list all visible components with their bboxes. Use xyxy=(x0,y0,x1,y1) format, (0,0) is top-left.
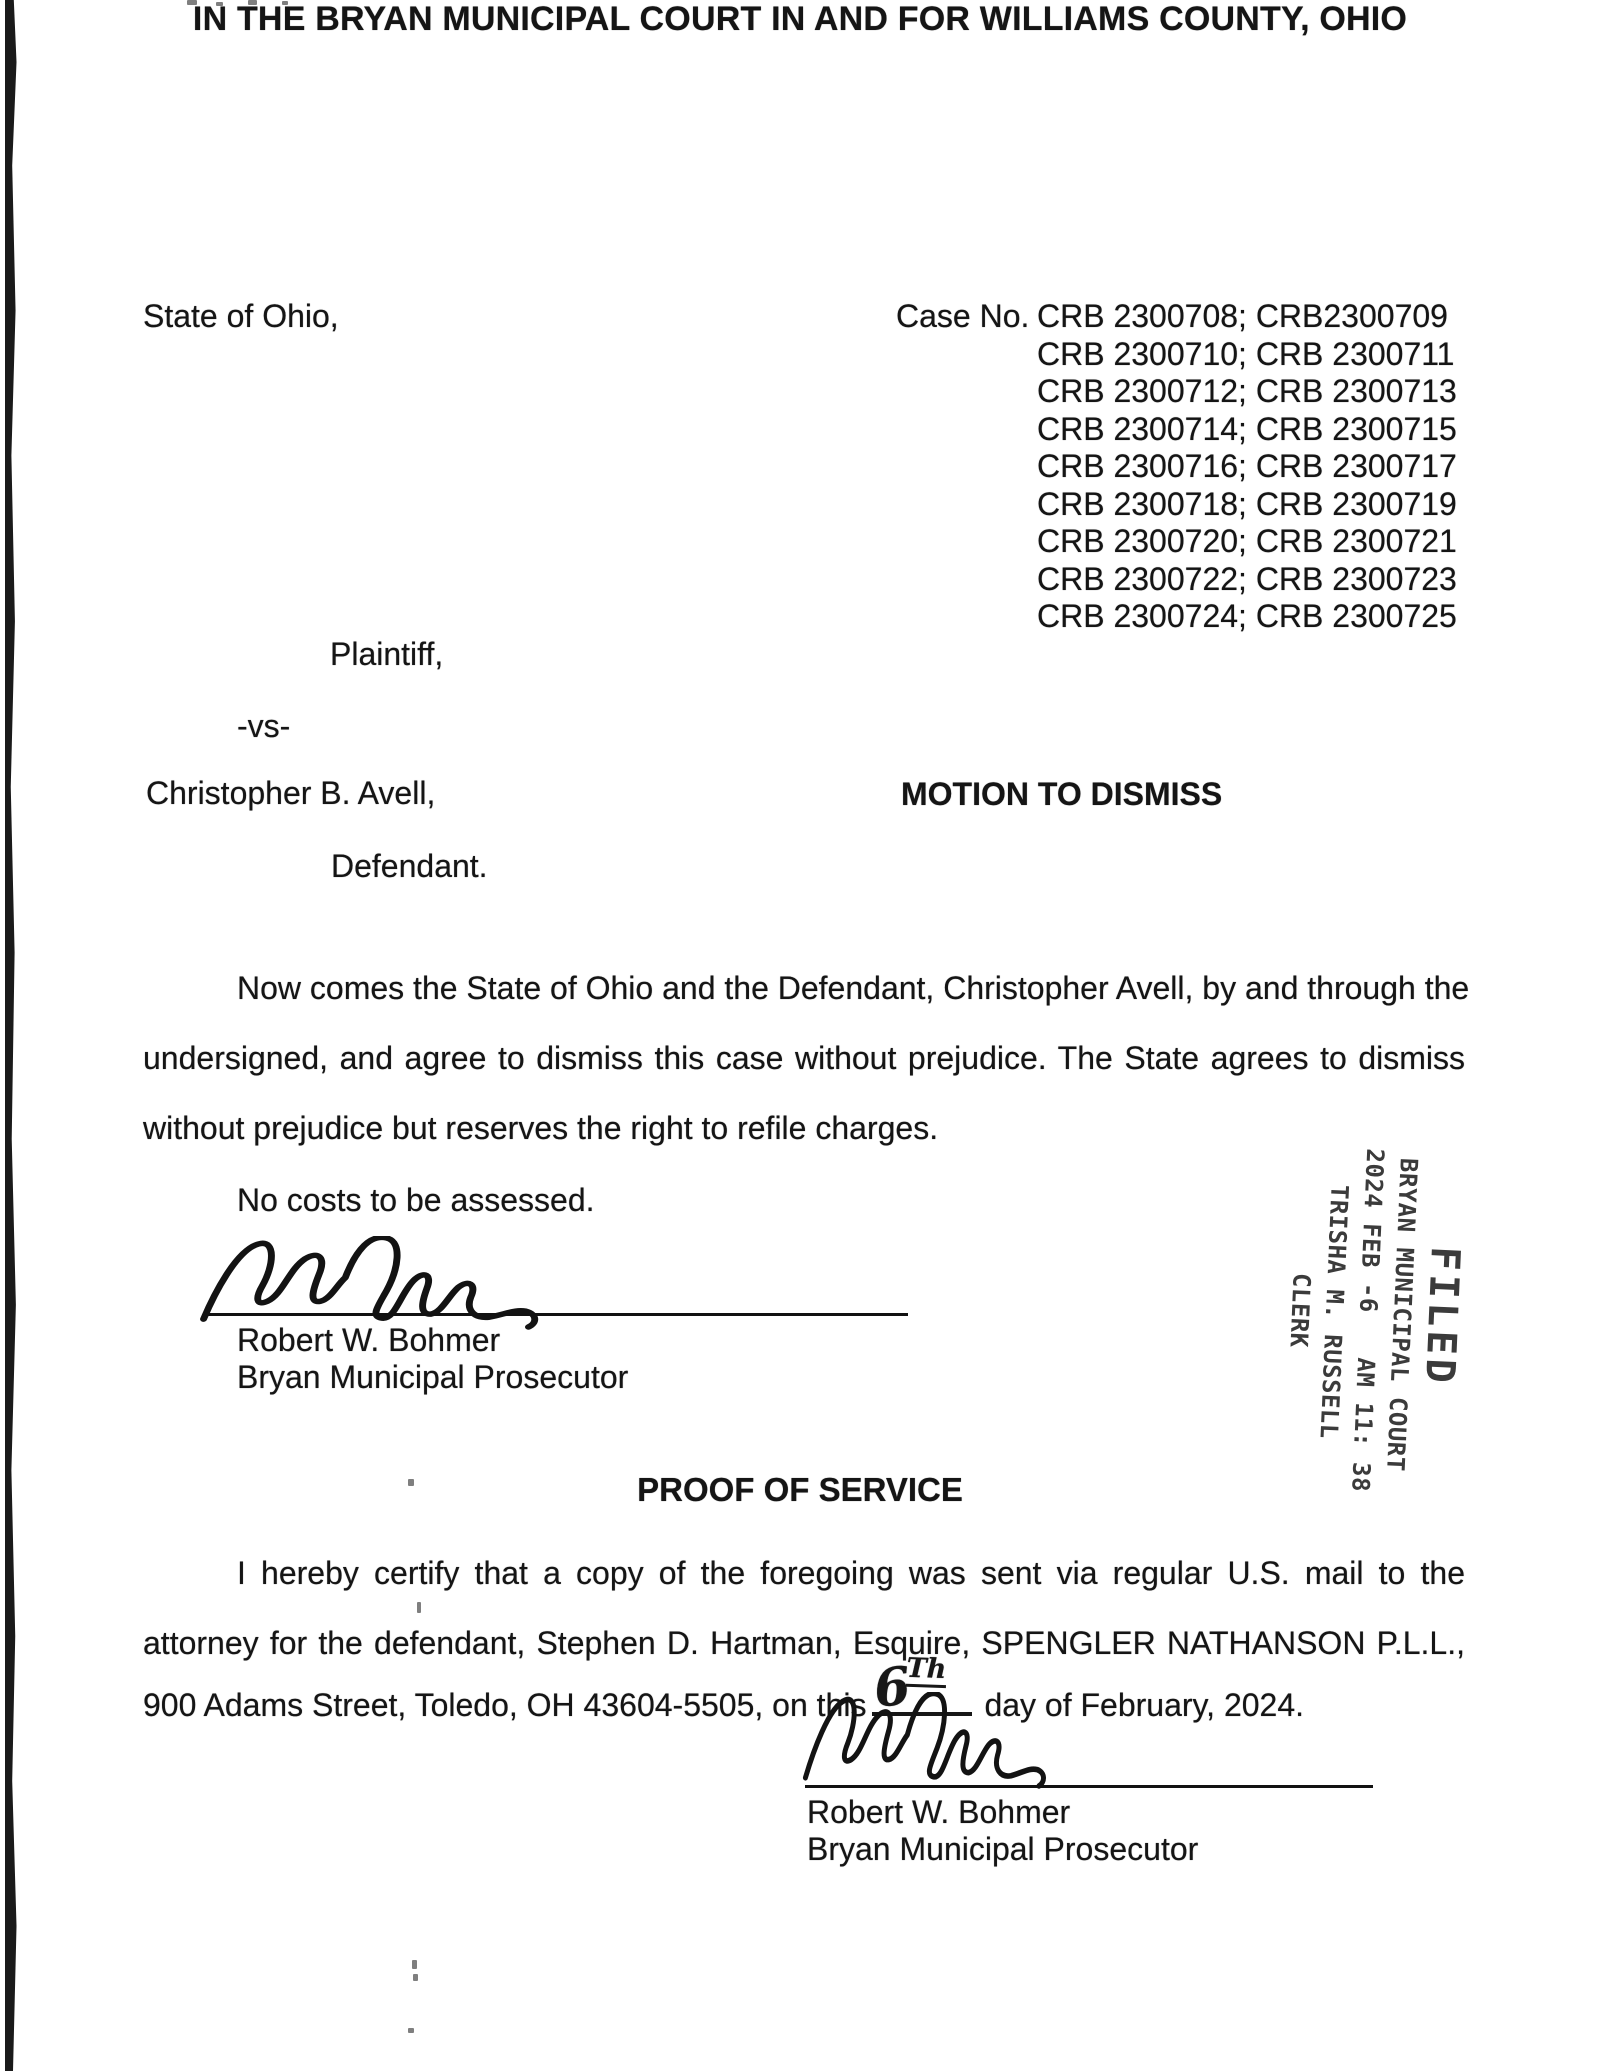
scan-binding-edge xyxy=(5,0,21,2071)
proof-line: attorney for the defendant, Stephen D. Hartman, Esquire, SPENGLER NATHANSON P.L.L., xyxy=(143,1625,1465,1661)
case-number-line: CRB 2300724; CRB 2300725 xyxy=(1037,598,1457,634)
motion-body xyxy=(143,953,1470,1163)
defendant-label: Defendant. xyxy=(331,848,488,884)
proof-of-service-body xyxy=(143,1538,1465,1678)
case-number-line: CRB 2300722; CRB 2300723 xyxy=(1037,560,1457,597)
case-number-line: CRB 2300708; CRB2300709 xyxy=(1037,298,1448,334)
case-number-label: Case No. xyxy=(896,298,1030,334)
defendant-name: Christopher B. Avell, xyxy=(146,775,436,811)
proof-of-service-heading: PROOF OF SERVICE xyxy=(637,1471,963,1508)
case-number-line: CRB 2300712; CRB 2300713 xyxy=(1037,373,1457,409)
signature-line xyxy=(208,1313,908,1316)
signature-block-1 xyxy=(237,1322,628,1396)
scan-speck xyxy=(413,1974,418,1981)
body-line: undersigned, and agree to dismiss this case without prejudice. The State agrees to dismiss xyxy=(143,1040,1465,1076)
filed-stamp xyxy=(1248,1144,1472,1493)
scan-speck xyxy=(408,2028,414,2033)
signer-name: Robert W. Bohmer xyxy=(237,1322,501,1358)
proof-line-after-day: day of February, 2024. xyxy=(984,1687,1305,1723)
case-number-line: CRB 2300716; CRB 2300717 xyxy=(1037,448,1457,484)
stamp-status: FILED xyxy=(1415,1245,1468,1388)
body-line: without prejudice but reserves the right to refile charges. xyxy=(143,1110,939,1146)
signature-scrawl xyxy=(800,1692,1048,1789)
handwritten-day-number: 6 xyxy=(871,1655,914,1720)
stamp-court: BRYAN MUNICIPAL COURT xyxy=(1381,1157,1423,1473)
body-line: Now comes the State of Ohio and the Defendant, Christopher Avell, by and through the xyxy=(237,970,1470,1006)
signer-title: Bryan Municipal Prosecutor xyxy=(807,1831,1199,1867)
plaintiff-label: Plaintiff, xyxy=(330,636,444,672)
signer-name: Robert W. Bohmer xyxy=(807,1794,1071,1830)
versus-label: -vs- xyxy=(237,708,291,744)
scan-speck xyxy=(412,1960,417,1969)
plaintiff-name: State of Ohio, xyxy=(143,298,339,334)
stamp-datetime: 2024 FEB -6 AM 11: 38 xyxy=(1346,1147,1390,1493)
signature-block-2 xyxy=(807,1794,1198,1868)
signature-line xyxy=(805,1785,1373,1788)
motion-title: MOTION TO DISMISS xyxy=(901,776,1223,812)
signer-title: Bryan Municipal Prosecutor xyxy=(237,1359,629,1395)
handwritten-day-suffix: Th xyxy=(907,1653,948,1688)
case-number-list xyxy=(1037,298,1457,636)
proof-line-before-day: 900 Adams Street, Toledo, OH 43604-5505, on this xyxy=(143,1687,867,1723)
case-number-line: CRB 2300710; CRB 2300711 xyxy=(1037,335,1455,372)
stamp-clerk-title: CLERK xyxy=(1284,1272,1316,1349)
court-header: IN THE BRYAN MUNICIPAL COURT IN AND FOR WILLIAMS COUNTY, OHIO xyxy=(192,0,1408,38)
stamp-clerk-name: TRISHA M. RUSSELL xyxy=(1314,1184,1354,1440)
no-costs-line: No costs to be assessed. xyxy=(237,1182,595,1218)
case-number-line: CRB 2300720; CRB 2300721 xyxy=(1037,523,1457,559)
proof-line: I hereby certify that a copy of the foregoing was sent via regular U.S. mail to the xyxy=(237,1555,1465,1591)
case-number-line: CRB 2300718; CRB 2300719 xyxy=(1037,485,1457,522)
case-number-line: CRB 2300714; CRB 2300715 xyxy=(1037,410,1457,447)
